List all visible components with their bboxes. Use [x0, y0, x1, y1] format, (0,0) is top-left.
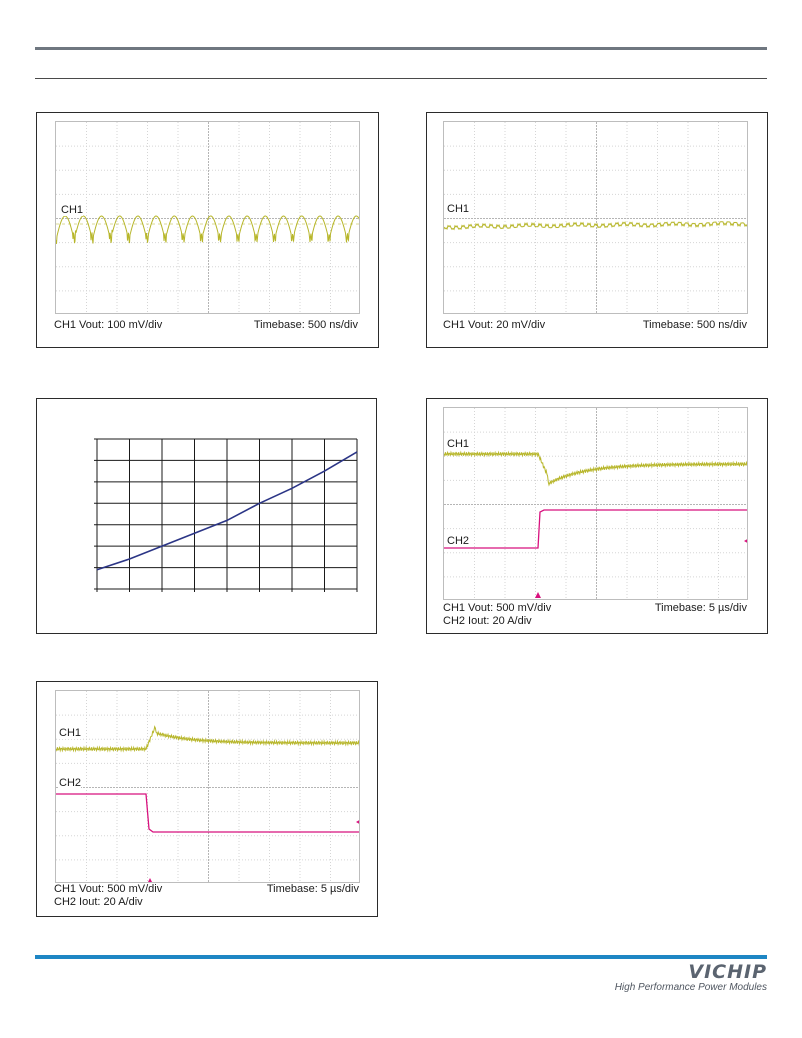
figure-load-step-up [426, 398, 768, 634]
ch2-level-marker [744, 538, 748, 544]
caption-left: CH1 Vout: 20 mV/div [443, 319, 546, 331]
vichip-logo [615, 962, 767, 994]
ch2-level-marker [356, 819, 360, 825]
caption-left: CH1 Vout: 100 mV/div [54, 319, 163, 331]
scope-svg [56, 691, 360, 883]
scope-screen [55, 121, 360, 314]
scope-svg [444, 408, 748, 600]
ch1-label: CH1 [59, 727, 82, 739]
ch1-label: CH1 [447, 203, 470, 215]
footer-rule [35, 955, 767, 959]
ch1-label: CH1 [61, 204, 84, 216]
figure-load-step-down [36, 681, 378, 917]
scope-svg [444, 122, 748, 314]
caption-right: Timebase: 5 µs/div [266, 883, 359, 895]
caption-left-2: CH2 Iout: 20 A/div [54, 896, 143, 908]
caption-left-2: CH2 Iout: 20 A/div [443, 615, 532, 627]
logo-tagline: High Performance Power Modules [614, 982, 767, 993]
caption-right: Timebase: 500 ns/div [642, 319, 747, 331]
scope-screen [443, 121, 748, 314]
figure-ripple-20mv [426, 112, 768, 348]
scope-svg [56, 122, 360, 314]
caption-left: CH1 Vout: 500 mV/div [54, 883, 163, 895]
ch1-label: CH1 [447, 438, 470, 450]
scope-screen [443, 407, 748, 600]
header-subrule [35, 78, 767, 79]
figure-ripple-100mv [36, 112, 379, 348]
logo-wordmark: VICHIP [688, 961, 767, 983]
header-rule [35, 47, 767, 50]
scope-screen [55, 690, 360, 883]
caption-right: Timebase: 5 µs/div [654, 602, 747, 614]
ch2-label: CH2 [447, 535, 470, 547]
caption-left: CH1 Vout: 500 mV/div [443, 602, 552, 614]
line-plot-svg [37, 399, 378, 635]
figure-line-plot [36, 398, 377, 634]
caption-right: Timebase: 500 ns/div [253, 319, 358, 331]
ch2-label: CH2 [59, 777, 82, 789]
